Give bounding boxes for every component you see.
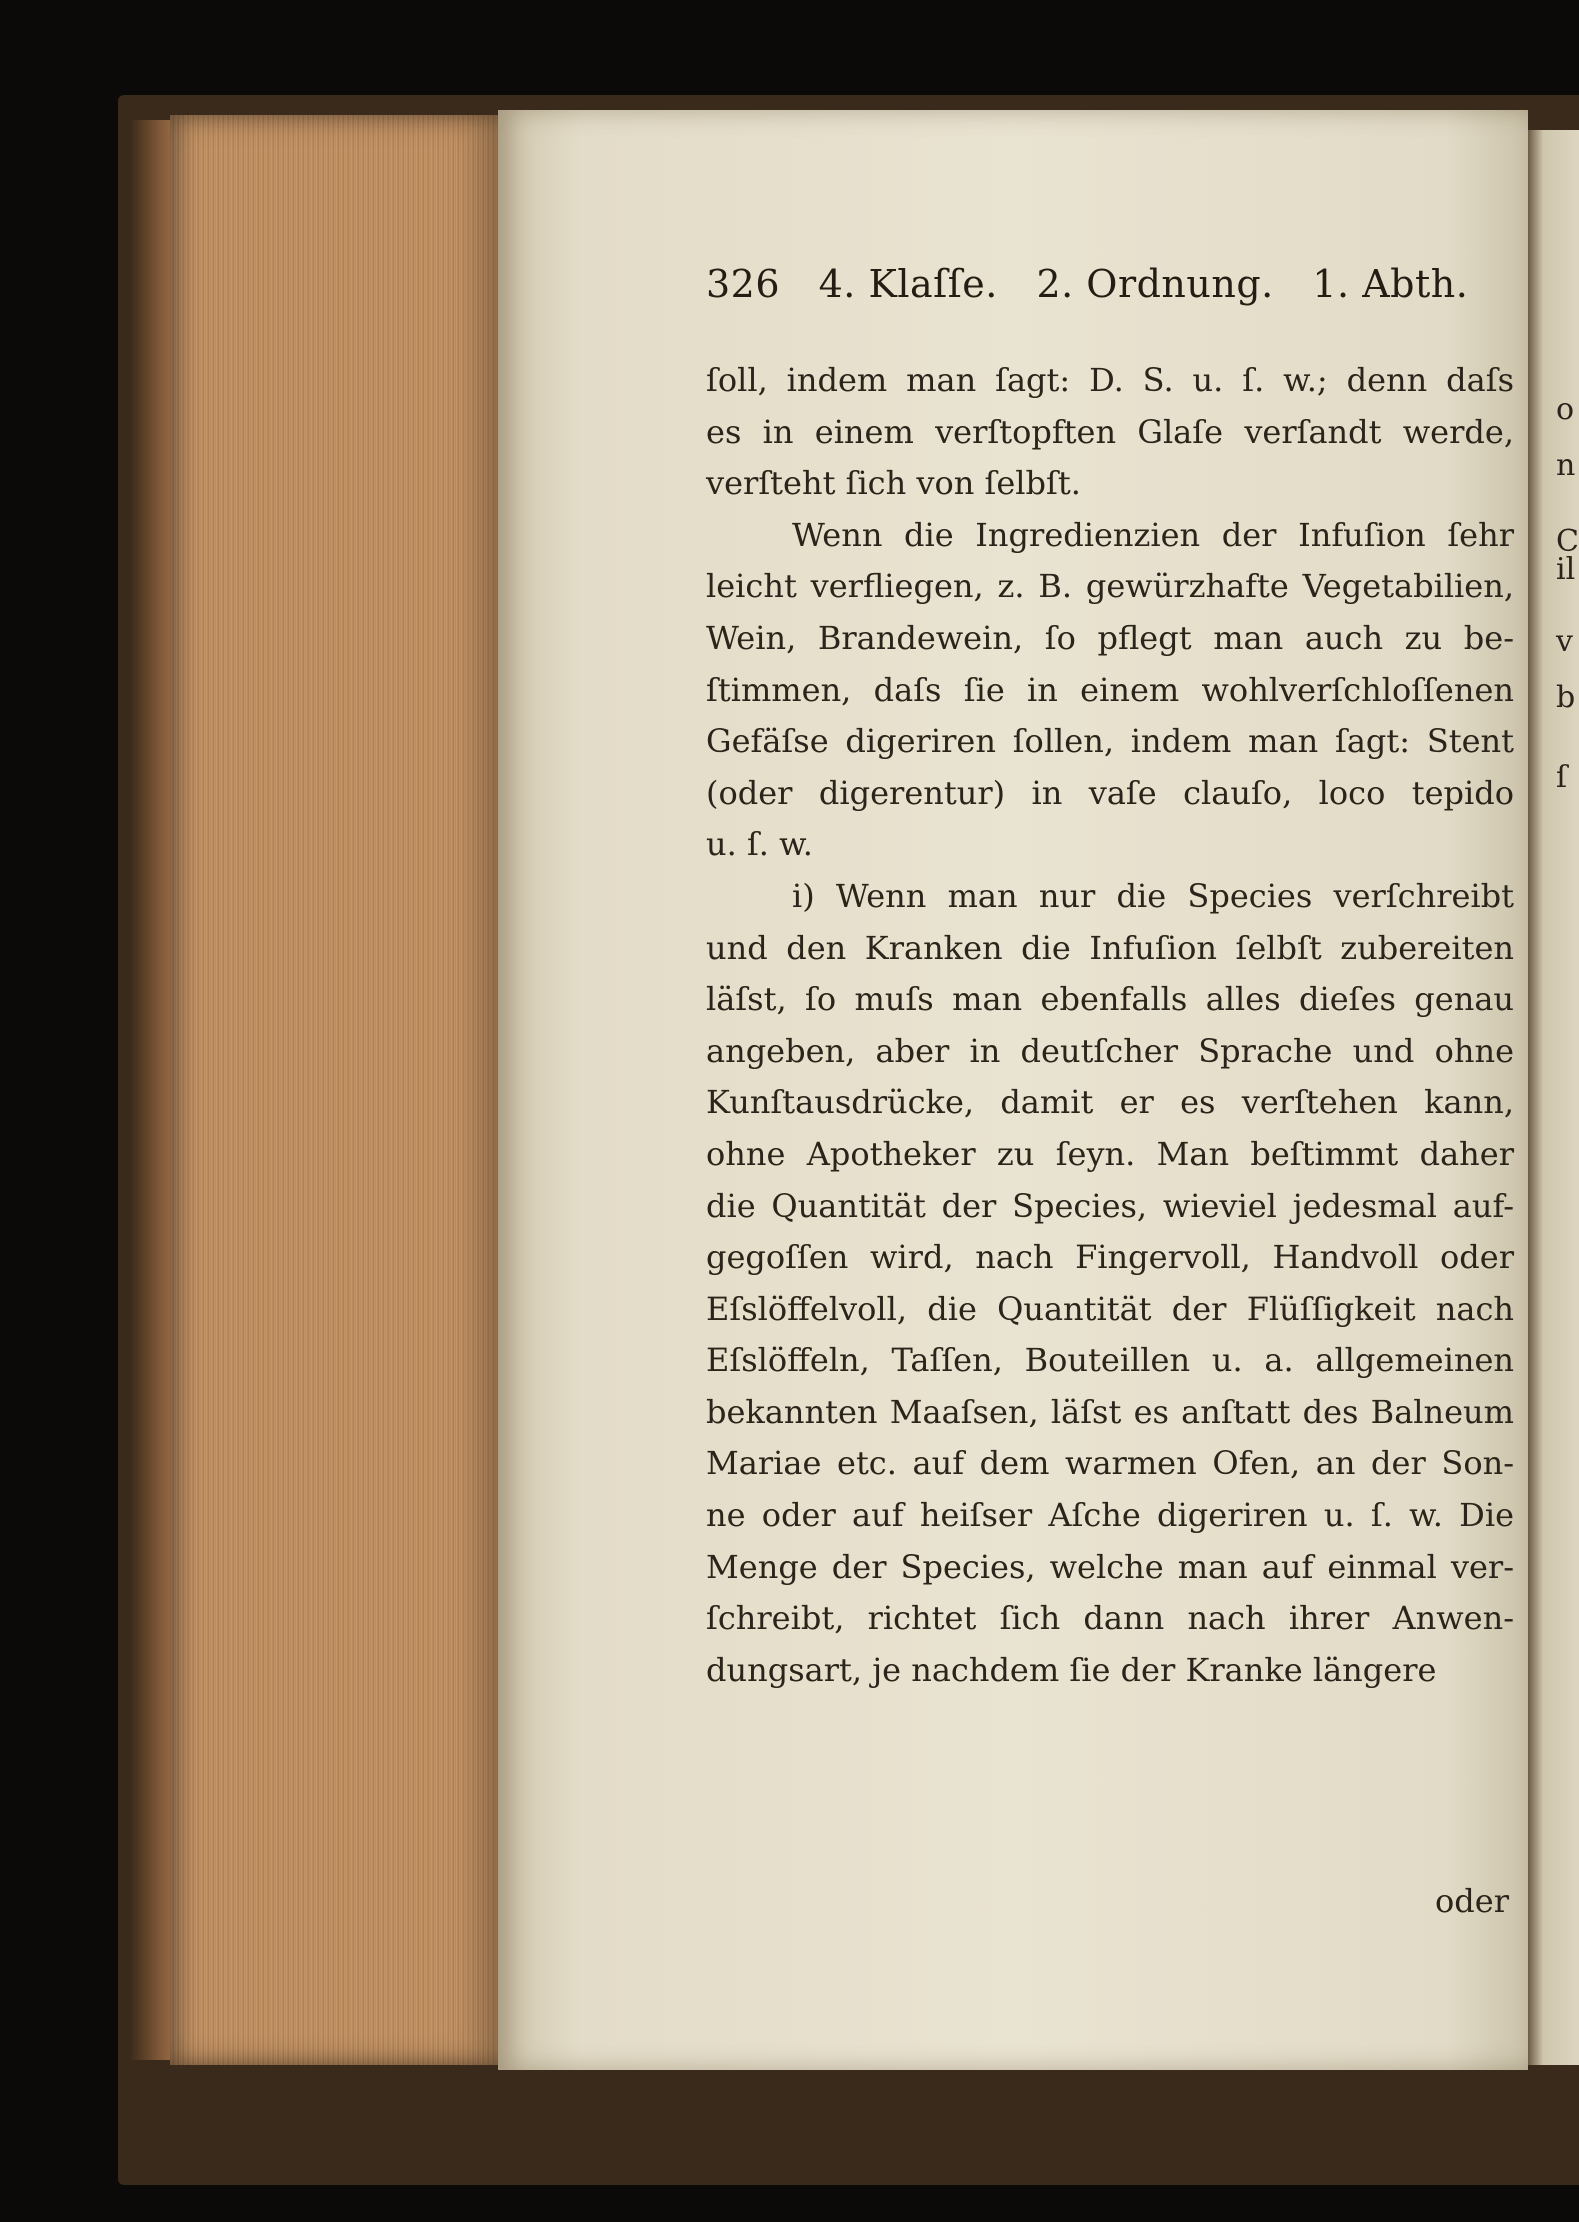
text-line: die Quantität der Species, wieviel jedesmal auf-: [706, 1186, 1514, 1225]
text-line: Wein, Brandewein, ſo pflegt man auch zu be-: [706, 618, 1514, 657]
page-edges: [170, 115, 500, 2065]
text-line: Wenn die Ingredienzien der Infuſion ſehr: [792, 515, 1514, 554]
text-line: ohne Apotheker zu ſeyn. Man beſtimmt daher: [706, 1134, 1514, 1173]
text-line: Eſslöffelvoll, die Quantität der Flüſſigkeit nach: [706, 1289, 1514, 1328]
text-line: angeben, aber in deutſcher Sprache und ohne: [706, 1031, 1514, 1070]
text-line: ſchreibt, richtet ſich dann nach ihrer Anwen-: [706, 1599, 1514, 1638]
book-spine-edge: [130, 120, 175, 2060]
text-line: Mariae etc. auf dem warmen Ofen, an der Son-: [706, 1444, 1514, 1483]
text-line: (oder digerentur) in vaſe clauſo, loco tepido: [706, 773, 1514, 812]
text-line: i) Wenn man nur die Species verſchreibt: [792, 876, 1514, 915]
text-line: u. ſ. w.: [706, 825, 813, 864]
text-line: bekannten Maaſsen, läſst es anſtatt des Balneum: [706, 1392, 1514, 1431]
text-line: gegoſſen wird, nach Fingervoll, Handvoll oder: [706, 1238, 1514, 1277]
page-text: [706, 355, 1514, 1696]
text-line: Gefäſse digeriren ſollen, indem man ſagt: Stent: [706, 722, 1514, 761]
text-line: ſtimmen, daſs ſie in einem wohlverſchloſſenen: [706, 670, 1514, 709]
facing-page-fragment: ſ: [1556, 760, 1568, 795]
text-line: und den Kranken die Infuſion ſelbſt zubereiten: [706, 928, 1514, 967]
text-line: Menge der Species, welche man auf einmal ver-: [706, 1547, 1514, 1586]
text-line: ſoll, indem man ſagt: D. S. u. ſ. w.; denn daſs: [706, 361, 1514, 399]
text-line: Eſslöffeln, Taſſen, Bouteillen u. a. allgemeinen: [706, 1341, 1514, 1380]
facing-page-fragment: v: [1556, 624, 1573, 659]
text-line: ne oder auf heiſser Aſche digeriren u. ſ. w. Die: [706, 1496, 1514, 1535]
text-line: verſteht ſich von ſelbſt.: [706, 464, 1081, 503]
header-class: 4. Klaſſe.: [818, 262, 998, 306]
header-section: 1. Abth.: [1312, 262, 1469, 306]
text-line: leicht verfliegen, z. B. gewürzhafte Vegetabilien,: [706, 567, 1514, 606]
facing-page-fragment: C: [1556, 524, 1579, 559]
page-number: 326: [706, 262, 781, 306]
text-line: läſst, ſo muſs man ebenfalls alles dieſes genau: [706, 980, 1514, 1019]
header-order: 2. Ordnung.: [1036, 262, 1274, 306]
catchword: oder: [1435, 1882, 1509, 1920]
text-line: Kunſtausdrücke, damit er es verſtehen kann,: [706, 1083, 1514, 1122]
facing-page-fragment: il: [1556, 552, 1576, 587]
running-header: [706, 262, 1494, 306]
text-line: dungsart, je nachdem ſie der Kranke längere: [706, 1650, 1437, 1689]
text-line: es in einem verſtopften Glaſe verſandt werde,: [706, 412, 1514, 451]
facing-page-fragment: b: [1556, 680, 1576, 715]
facing-page-fragment: n: [1556, 448, 1576, 483]
facing-page-fragment: o: [1556, 392, 1575, 427]
